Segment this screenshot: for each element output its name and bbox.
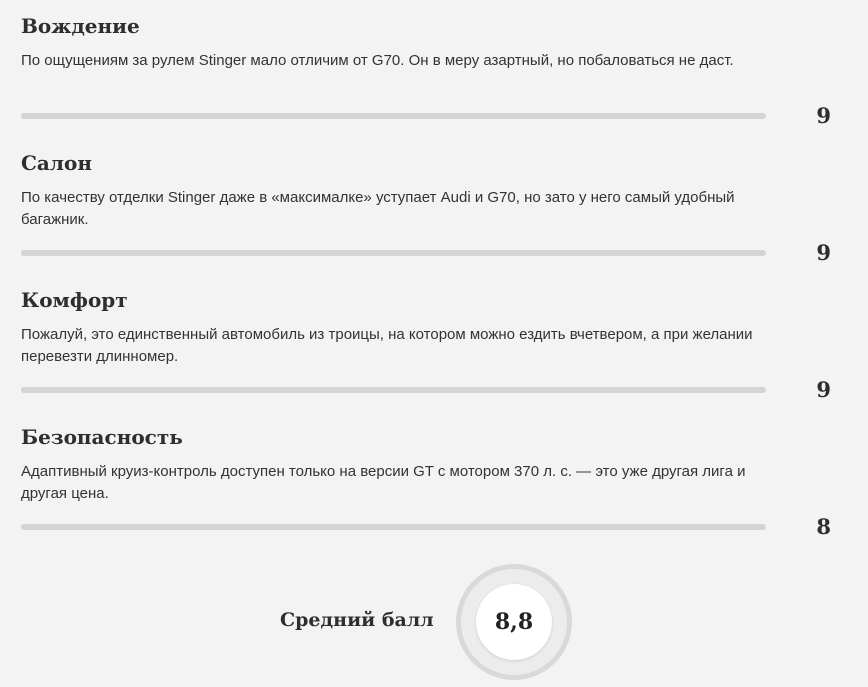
score-value: 8 bbox=[816, 514, 831, 539]
section-description: По ощущениям за рулем Stinger мало отличим от G70. Он в меру азартный, но побаловаться не даст. bbox=[21, 52, 734, 69]
score-value: 9 bbox=[816, 377, 831, 402]
score-bar bbox=[21, 250, 766, 256]
score-bar bbox=[21, 387, 766, 393]
section-title: Безопасность bbox=[21, 425, 183, 449]
section-description: По качеству отделки Stinger даже в «максималке» уступает Audi и G70, но зато у него самый удобный багажник. bbox=[21, 189, 735, 228]
average-score-label: Средний балл bbox=[280, 609, 434, 631]
section-description: Адаптивный круиз-контроль доступен только на версии GT с мотором 370 л. с. — это уже другая лига и другая цена. bbox=[21, 463, 746, 502]
score-value: 9 bbox=[816, 103, 831, 128]
section-title: Вождение bbox=[21, 14, 140, 38]
score-bar bbox=[21, 113, 766, 119]
score-bar-fill bbox=[21, 524, 617, 530]
score-value: 9 bbox=[816, 240, 831, 265]
score-bar-fill bbox=[21, 113, 692, 119]
section-title: Комфорт bbox=[21, 288, 128, 312]
average-score-value: 8,8 bbox=[494, 609, 534, 635]
score-bar-fill bbox=[21, 250, 692, 256]
section-title: Салон bbox=[21, 151, 92, 175]
score-bar-fill bbox=[21, 387, 692, 393]
score-bar bbox=[21, 524, 766, 530]
section-description: Пожалуй, это единственный автомобиль из троицы, на котором можно ездить вчетвером, а при желании перевезти длинномер. bbox=[21, 326, 753, 365]
